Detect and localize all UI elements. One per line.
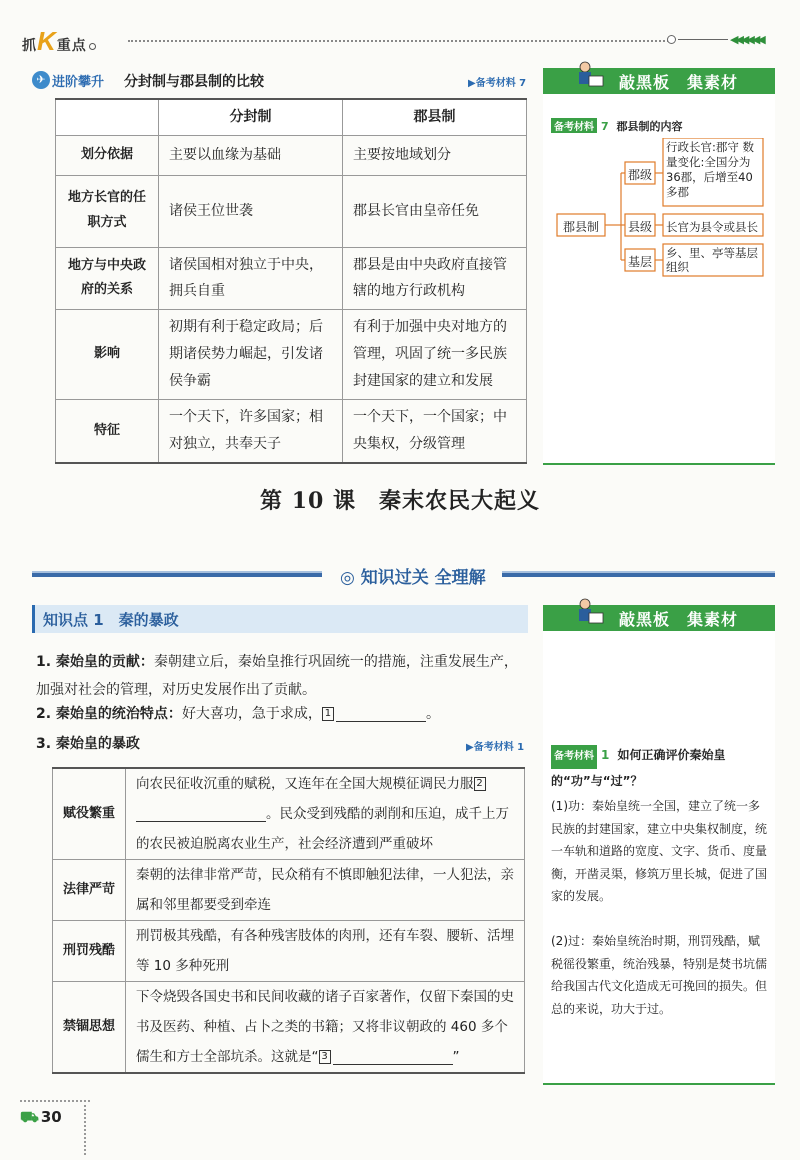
- diagram-node-label: 基层: [627, 255, 652, 269]
- logo-text-pre: 抓: [22, 38, 37, 54]
- fill-blank[interactable]: [336, 706, 426, 722]
- logo-dot-icon: [89, 43, 96, 50]
- header-arrows-icon: ◀◀◀◀◀◀: [730, 33, 763, 46]
- table-cell: [126, 768, 525, 860]
- page-number: [20, 1108, 62, 1128]
- table-cell: 秦朝的法律非常严苛，民众稍有不慎即触犯法律，一人犯法，亲属和邻里都要受到牵连: [126, 860, 525, 921]
- cell-text: 。民众受到残酷的剥削和压迫，成千上万的农民被迫脱离农业生产，社会经济遭到严重破坏: [136, 806, 509, 852]
- para-text: 秦朝建立后，秦始皇推行巩固统一的措施，注重发展生产，加强对社会的管理，对历史发展作出了贡献。: [36, 654, 518, 698]
- table-cell: 初期有利于稳定政局；后期诸侯势力崛起，引发诸侯争霸: [159, 309, 343, 399]
- row-head: 法律严苛: [53, 860, 126, 921]
- table-cell: 主要以血缘为基础: [159, 135, 343, 175]
- header-rule: [678, 39, 728, 40]
- table-cell: 一个天下，许多国家；相对独立，共奉天子: [159, 399, 343, 463]
- compare-table: [55, 98, 527, 464]
- sidebar-head: [543, 605, 775, 631]
- teacher-icon: [571, 60, 605, 94]
- sidebar-head: [543, 68, 775, 94]
- table-cell: 诸侯国相对独立于中央，拥兵自重: [159, 247, 343, 309]
- lesson-title: 第 10 课 秦末农民大起义: [260, 488, 540, 514]
- table-cell: 郡县长官由皇帝任免: [343, 175, 527, 247]
- material-title-text: 如何正确评价秦始皇的“功”与“过”？: [551, 748, 726, 788]
- material-title: [551, 118, 683, 134]
- para-label: 2. 秦始皇的统治特点：: [36, 706, 182, 722]
- table-header-row: [56, 99, 527, 135]
- page-number-text: 30: [40, 1108, 62, 1126]
- fill-blank[interactable]: [136, 806, 266, 822]
- table-row: [53, 768, 525, 860]
- header-dotted-rule: [128, 40, 673, 42]
- diagram-node-desc: 长官为县令或县长: [666, 220, 758, 234]
- table-row: [56, 247, 527, 309]
- header-circle-icon: [667, 35, 676, 44]
- cart-icon: ⛟: [20, 1108, 39, 1126]
- para-label: 3. 秦始皇的暴政: [36, 736, 140, 752]
- table-row: [56, 399, 527, 463]
- material-number: 7: [601, 120, 609, 133]
- diagram-node-label: 县级: [627, 220, 652, 234]
- paragraph-2: [36, 700, 526, 728]
- cell-text: ”: [452, 1049, 460, 1065]
- section-label: 进阶攀升: [52, 75, 105, 90]
- material-title: [551, 743, 769, 793]
- logo-k: K: [37, 26, 57, 56]
- footer-dotted-rule: [20, 1100, 90, 1102]
- table-header-cell: 分封制: [159, 99, 343, 135]
- reference-tag: ▶备考材料 7: [468, 78, 527, 89]
- table-cell: 一个天下，一个国家；中央集权，分级管理: [343, 399, 527, 463]
- blank-number: 1: [322, 707, 334, 721]
- logo-text-post: 重点: [56, 38, 87, 54]
- material-paragraph: (1)功：秦始皇统一全国，建立了统一多民族的封建国家，建立中央集权制度，统一车轨和道路的宽度、文字、货币、度量衡，开凿灵渠，修筑万里长城，促进了国家的发展。: [551, 799, 768, 903]
- table-cell: 诸侯王位世袭: [159, 175, 343, 247]
- table-cell: 主要按地域划分: [343, 135, 527, 175]
- material-tag: 备考材料: [551, 745, 597, 769]
- para-text: 。: [425, 706, 440, 722]
- material-tag: 备考材料: [551, 118, 597, 133]
- cell-text: 下令烧毁各国史书和民间收藏的诸子百家著作，仅留下秦国的史书及医药、种植、占卜之类的书籍；又将非议朝政的 460 多个儒生和方士全部坑杀。这就是“: [136, 989, 514, 1065]
- brand-logo: [22, 26, 96, 57]
- row-head: 赋役繁重: [53, 768, 126, 860]
- paragraph-1: [36, 648, 526, 704]
- compare-title: 分封制与郡县制的比较: [124, 74, 264, 90]
- sidebar-head-text: 敲黑板 集素材: [619, 73, 739, 92]
- diagram-node-desc: 乡、里、亭等基层组织: [666, 246, 758, 274]
- row-head: 影响: [56, 309, 159, 399]
- table-row: [53, 921, 525, 982]
- material-number: 1: [601, 748, 610, 762]
- table-row: [53, 982, 525, 1074]
- tyranny-table: [52, 767, 525, 1074]
- table-cell: 刑罚极其残酷，有各种残害肢体的肉刑，还有车裂、腰斩、活埋等 10 多种死刑: [126, 921, 525, 982]
- band-text: 知识过关 全理解: [360, 568, 486, 588]
- reference-tag: ▶备考材料 1: [466, 742, 525, 753]
- row-head: 地方与中央政府的关系: [56, 247, 159, 309]
- sidebar-head-text: 敲黑板 集素材: [619, 610, 739, 629]
- band-title: [340, 563, 486, 588]
- blank-number: 3: [319, 1050, 331, 1064]
- knowledge-point-head: [32, 605, 528, 633]
- row-head: 地方长官的任职方式: [56, 175, 159, 247]
- table-row: [56, 175, 527, 247]
- sidebar-box-1: [543, 68, 775, 465]
- table-cell: 郡县是由中央政府直接管辖的地方行政机构: [343, 247, 527, 309]
- para-label: 1. 秦始皇的贡献：: [36, 654, 154, 670]
- table-header-cell: 郡县制: [343, 99, 527, 135]
- row-head: 特征: [56, 399, 159, 463]
- compare-section-head: [32, 70, 528, 92]
- knowledge-band: [32, 563, 775, 588]
- table-header-cell: [56, 99, 159, 135]
- diagram-root-label: 郡县制: [562, 220, 599, 234]
- blank-number: 2: [474, 777, 486, 791]
- band-bar-right: [502, 571, 775, 577]
- table-row: [56, 135, 527, 175]
- footer-dotted-rule-vertical: [84, 1100, 86, 1155]
- rocket-icon: ✈: [32, 71, 50, 89]
- para-text: 好大喜功，急于求成，: [181, 706, 322, 722]
- table-cell: 有利于加强中央对地方的管理，巩固了统一多民族封建国家的建立和发展: [343, 309, 527, 399]
- row-head: 划分依据: [56, 135, 159, 175]
- fill-blank[interactable]: [333, 1049, 453, 1065]
- table-row: [56, 309, 527, 399]
- material-paragraph: (2)过：秦始皇统治时期，刑罚残酷，赋税徭役繁重，统治残暴，特别是焚书坑儒给我国古代文化造成无可挽回的损失。但总的来说，功大于过。: [551, 934, 768, 1016]
- sidebar-box-2: [543, 605, 775, 1085]
- band-bar-left: [32, 571, 322, 577]
- paragraph-3: [36, 730, 526, 758]
- cell-text: 向农民征收沉重的赋税，又连年在全国大规模征调民力服: [136, 776, 474, 792]
- diagram-node-label: 郡级: [627, 168, 652, 182]
- swirl-icon: ◎: [340, 568, 355, 588]
- teacher-icon: [571, 597, 605, 631]
- table-cell: [126, 982, 525, 1074]
- table-row: [53, 860, 525, 921]
- diagram-node-desc: 行政长官:郡守 数量变化:全国分为36郡，后增至40多郡: [666, 140, 755, 199]
- row-head: 刑罚残酷: [53, 921, 126, 982]
- material-title-text: 郡县制的内容: [616, 120, 683, 133]
- row-head: 禁锢思想: [53, 982, 126, 1074]
- knowledge-point-title: 知识点 1 秦的暴政: [43, 611, 179, 629]
